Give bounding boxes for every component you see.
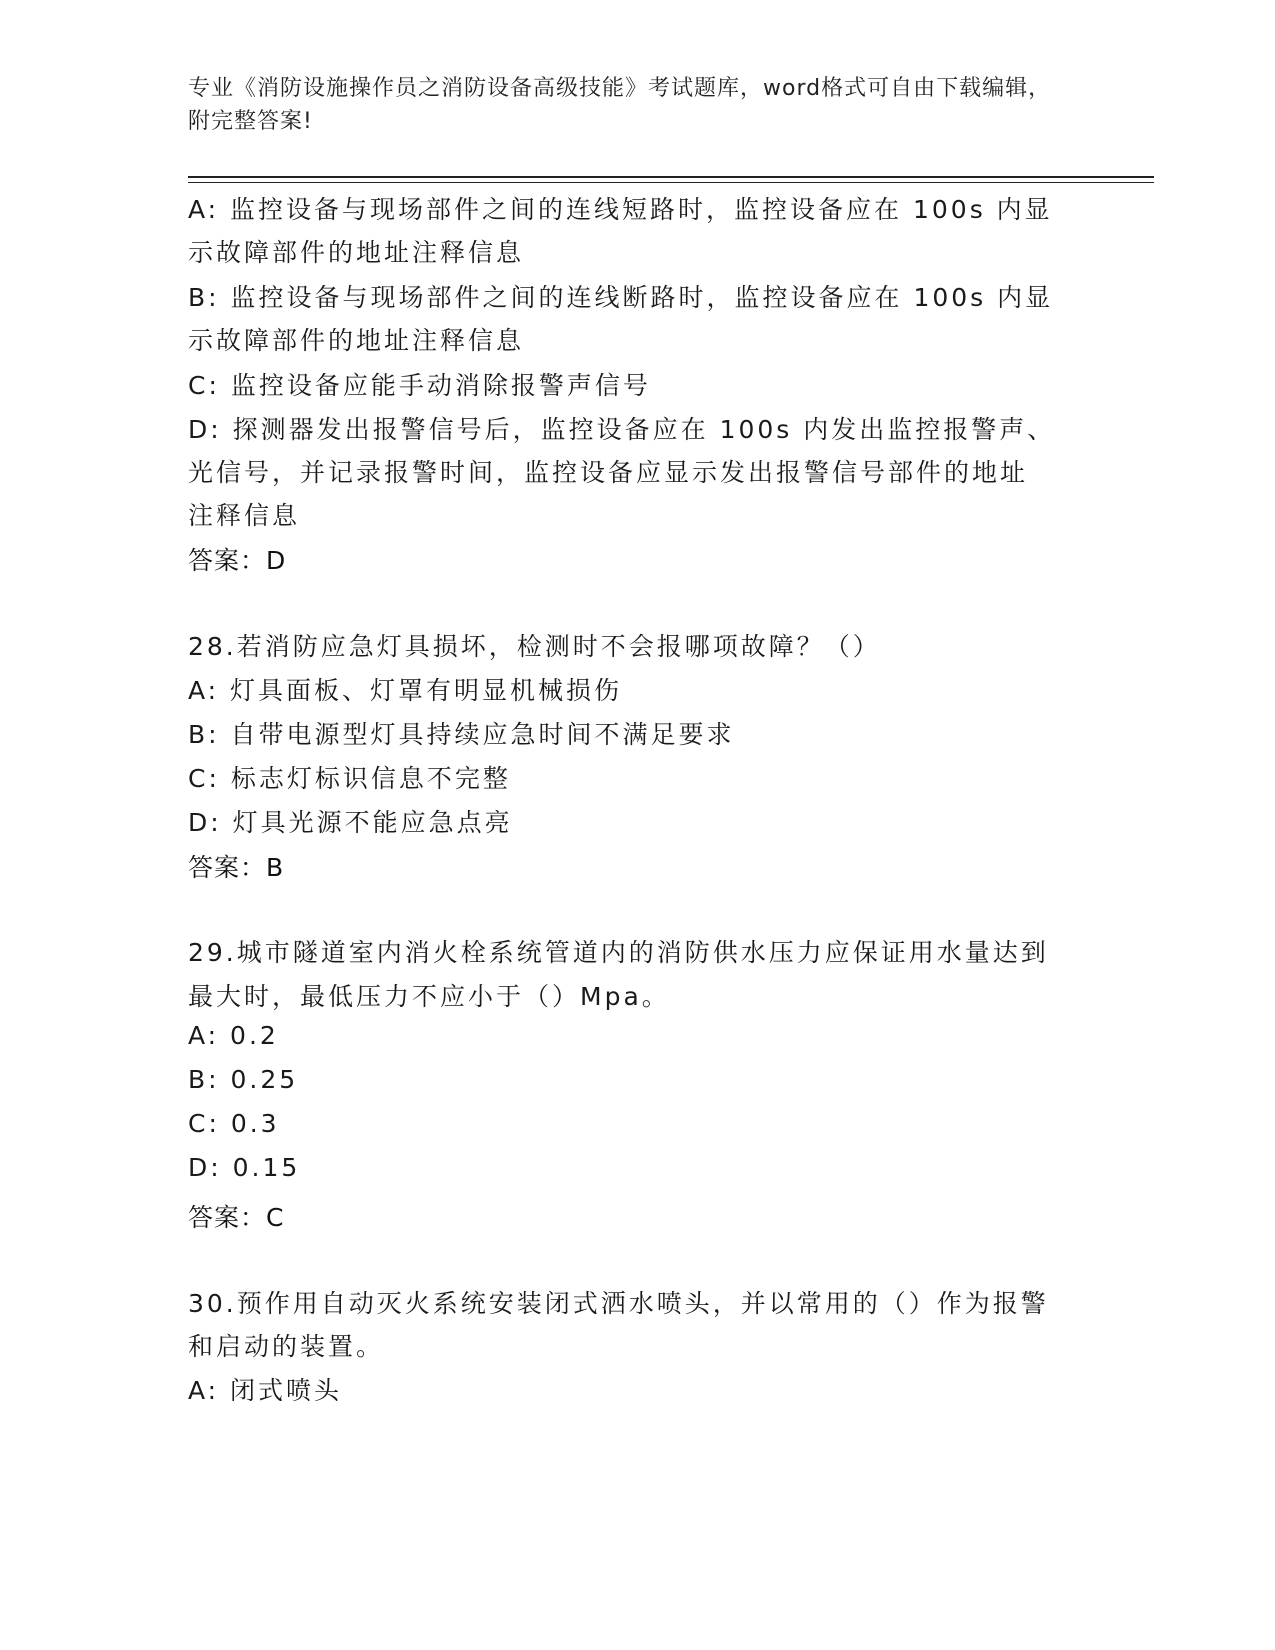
q29-question-line2: 最大时，最低压力不应小于（）Mpa。	[188, 982, 670, 1011]
q30-question-line2: 和启动的装置。	[188, 1332, 385, 1361]
q28-answer: 答案：B	[188, 853, 285, 882]
q29-question-line1: 29.城市隧道室内消火栓系统管道内的消防供水压力应保证用水量达到	[188, 938, 1049, 967]
q28-option-b: B: 自带电源型灯具持续应急时间不满足要求	[188, 720, 735, 749]
header-divider-thin	[188, 182, 1154, 183]
q29-option-a: A: 0.2	[188, 1021, 279, 1050]
q27-option-a-line1: A: 监控设备与现场部件之间的连线短路时，监控设备应在 100s 内显	[188, 195, 1053, 224]
q27-option-b-line2: 示故障部件的地址注释信息	[188, 326, 525, 355]
q27-option-c: C: 监控设备应能手动消除报警声信号	[188, 371, 651, 400]
q29-option-b: B: 0.25	[188, 1065, 299, 1094]
q29-answer: 答案：C	[188, 1203, 285, 1232]
q28-option-c: C: 标志灯标识信息不完整	[188, 764, 511, 793]
q27-option-b-line1: B: 监控设备与现场部件之间的连线断路时，监控设备应在 100s 内显	[188, 283, 1054, 312]
header-divider-thick	[188, 176, 1154, 178]
q29-option-c: C: 0.3	[188, 1109, 280, 1138]
q27-option-d-line3: 注释信息	[188, 501, 301, 530]
document-header: 专业《消防设施操作员之消防设备高级技能》考试题库，word格式可自由下载编辑，附完整答案!	[188, 76, 1052, 134]
q27-option-a-line2: 示故障部件的地址注释信息	[188, 238, 525, 267]
q29-option-d: D: 0.15	[188, 1153, 301, 1182]
q27-option-d-line1: D: 探测器发出报警信号后，监控设备应在 100s 内发出监控报警声、	[188, 415, 1056, 444]
q30-option-a: A: 闭式喷头	[188, 1376, 343, 1405]
q28-question: 28.若消防应急灯具损坏，检测时不会报哪项故障？（）	[188, 632, 881, 661]
q27-answer: 答案：D	[188, 546, 287, 575]
q27-option-d-line2: 光信号，并记录报警时间，监控设备应显示发出报警信号部件的地址	[188, 458, 1029, 487]
q28-option-d: D: 灯具光源不能应急点亮	[188, 808, 513, 837]
q30-question-line1: 30.预作用自动灭火系统安装闭式洒水喷头，并以常用的（）作为报警	[188, 1289, 1049, 1318]
q28-option-a: A: 灯具面板、灯罩有明显机械损伤	[188, 676, 623, 705]
